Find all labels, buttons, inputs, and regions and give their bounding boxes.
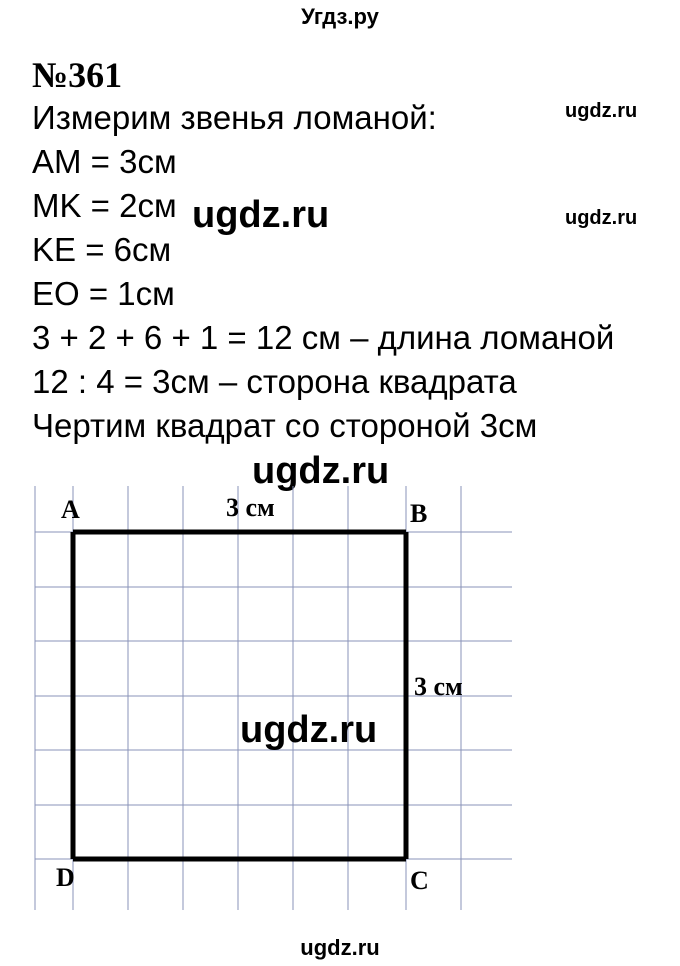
side-length-label-right: 3 см xyxy=(414,672,463,701)
vertex-label-a: A xyxy=(61,495,80,524)
vertex-label-b: B xyxy=(410,499,428,528)
site-footer: ugdz.ru xyxy=(300,935,380,960)
vertex-label-d: D xyxy=(56,863,75,892)
watermark-small: ugdz.ru xyxy=(565,207,638,229)
solution-line-sum: 3 + 2 + 6 + 1 = 12 см – длина ломаной xyxy=(32,319,615,356)
solution-line-ke: KE = 6см xyxy=(32,231,172,268)
watermark-large: ugdz.ru xyxy=(240,709,378,751)
watermark-large: ugdz.ru xyxy=(252,450,390,492)
solution-line-eo: EO = 1см xyxy=(32,275,175,312)
watermark-small: ugdz.ru xyxy=(565,100,638,122)
solution-line-division: 12 : 4 = 3см – сторона квадрата xyxy=(32,363,517,400)
side-length-label-top: 3 см xyxy=(226,493,275,522)
solution-line-am: AM = 3см xyxy=(32,143,177,180)
problem-number: №361 xyxy=(32,55,123,95)
solution-line-draw: Чертим квадрат со стороной 3см xyxy=(32,407,538,444)
solution-line-intro: Измерим звенья ломаной: xyxy=(32,99,437,136)
watermark-large: ugdz.ru xyxy=(192,194,330,236)
solution-line-mk: MK = 2см xyxy=(32,187,177,224)
site-header: Угдз.ру xyxy=(301,4,379,29)
vertex-label-c: C xyxy=(410,866,429,895)
